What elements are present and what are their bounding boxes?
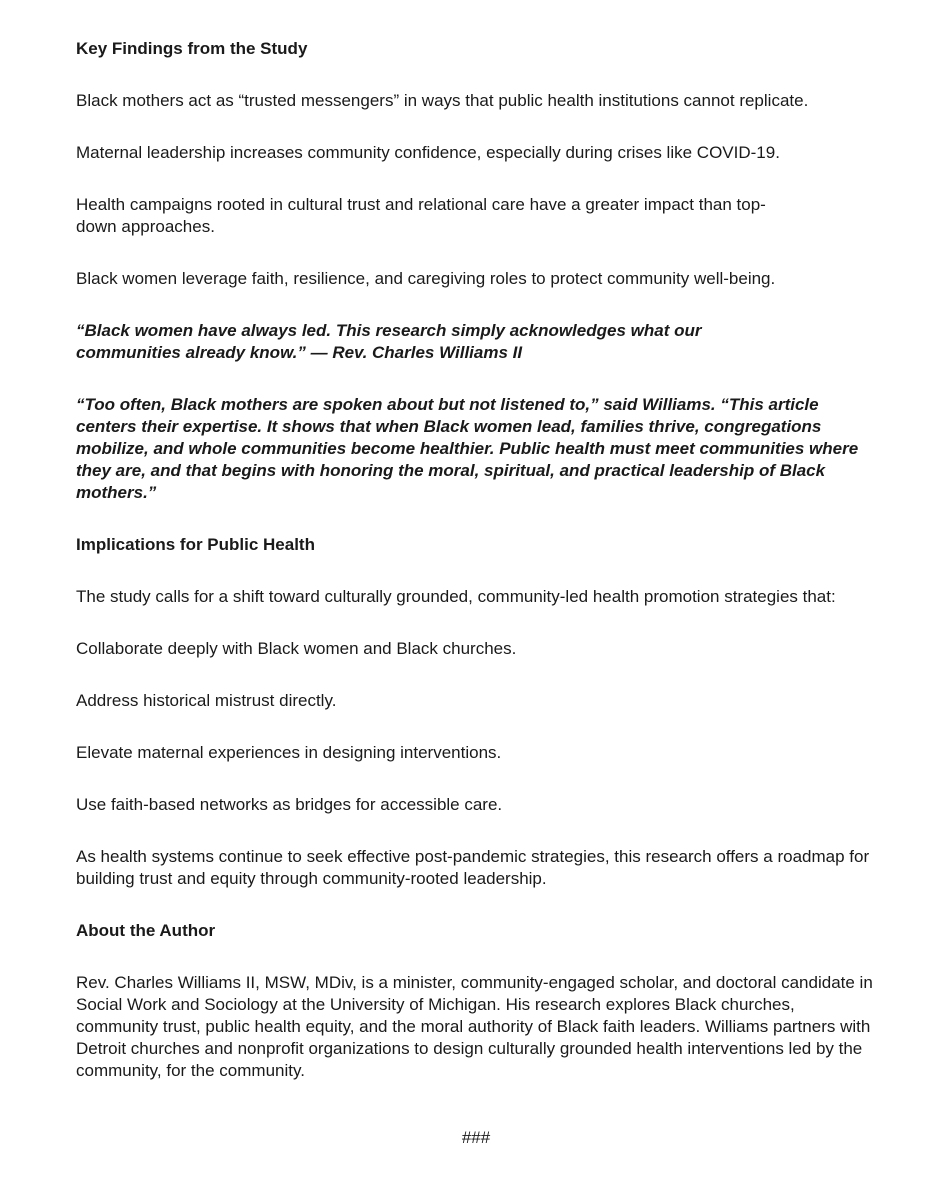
key-findings-heading: Key Findings from the Study	[76, 39, 308, 58]
williams-quote: “Too often, Black mothers are spoken about but not listened to,” said Williams. “This article centers their expertise. It shows that when Black women lead, families thrive, congregations mobilize, and whole communities become healthier. Public health must meet communities where they are, and that begins with honoring the moral, spiritual, and practical leadership of Black mothers.”	[76, 395, 859, 502]
implication-4: Use faith-based networks as bridges for accessible care.	[76, 795, 503, 814]
implications-conclusion: As health systems continue to seek effective post-pandemic strategies, this research offers a roadmap for building trust and equity through community-rooted leadership.	[76, 847, 870, 888]
pull-quote: “Black women have always led. This research simply acknowledges what our communities already know.” — Rev. Charles Williams II	[76, 321, 702, 362]
implications-intro: The study calls for a shift toward culturally grounded, community-led health promotion strategies that:	[76, 587, 836, 606]
implication-2: Address historical mistrust directly.	[76, 691, 337, 710]
implication-1: Collaborate deeply with Black women and Black churches.	[76, 639, 517, 658]
end-mark: ###	[461, 1128, 491, 1147]
key-finding-4: Black women leverage faith, resilience, and caregiving roles to protect community well-being.	[76, 269, 776, 288]
implications-heading: Implications for Public Health	[76, 535, 315, 554]
about-author-heading: About the Author	[76, 921, 216, 940]
about-author-text: Rev. Charles Williams II, MSW, MDiv, is a minister, community-engaged scholar, and doctoral candidate in Social Work and Sociology at the University of Michigan. His research explores Black churches, community trust, public health equity, and the moral authority of Black faith leaders. Williams partners with Detroit churches and nonprofit organizations to design culturally grounded health interventions led by the community, for the community.	[76, 973, 873, 1080]
key-finding-3: Health campaigns rooted in cultural trust and relational care have a greater impact than top-down approaches.	[76, 195, 766, 236]
press-release-page	[76, 38, 876, 1147]
implication-3: Elevate maternal experiences in designing interventions.	[76, 743, 502, 762]
key-finding-2: Maternal leadership increases community confidence, especially during crises like COVID-19.	[76, 143, 780, 162]
key-finding-1: Black mothers act as “trusted messengers” in ways that public health institutions cannot replicate.	[76, 91, 809, 110]
